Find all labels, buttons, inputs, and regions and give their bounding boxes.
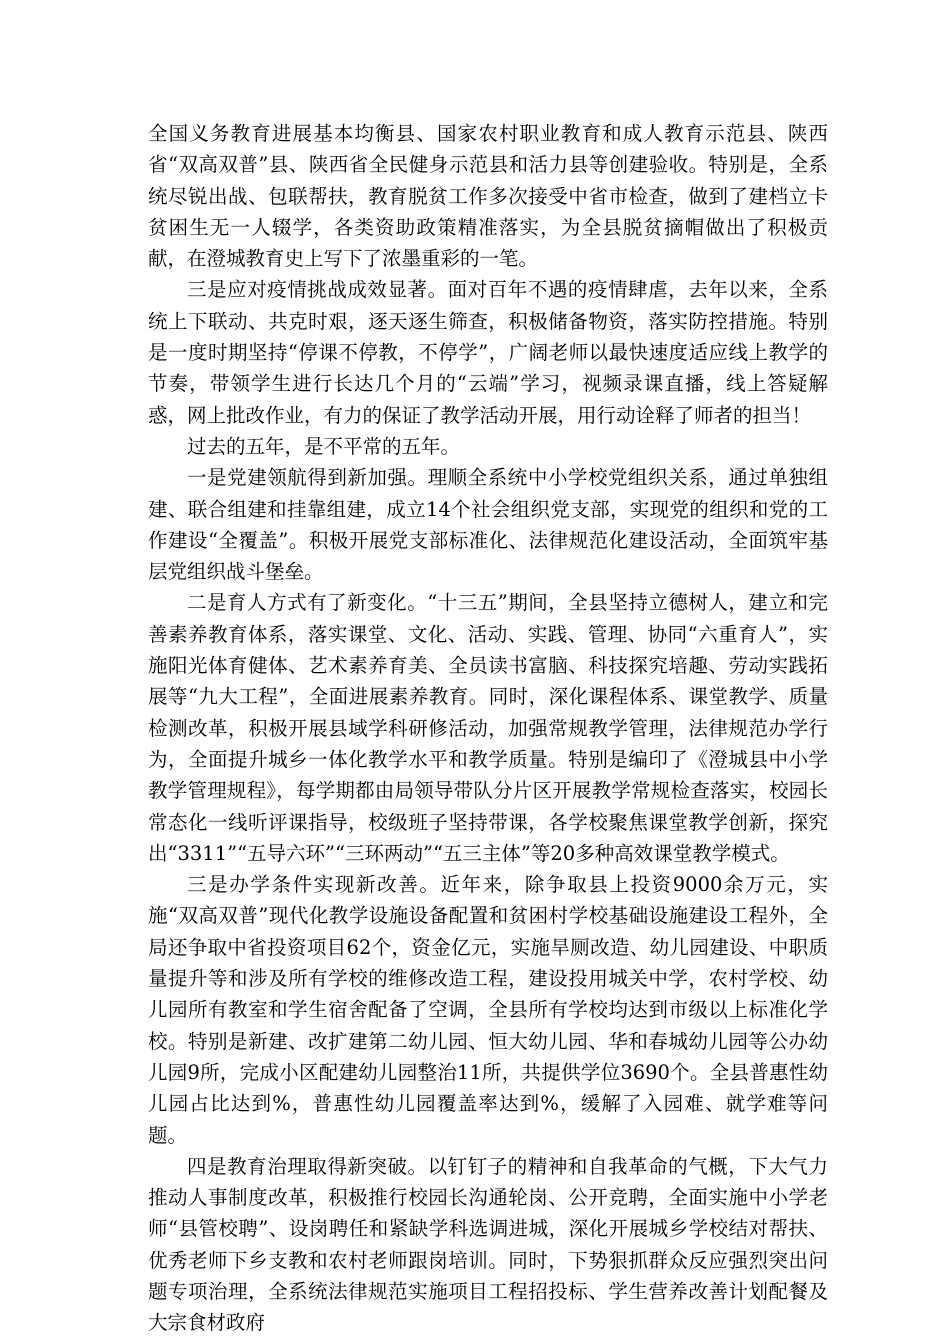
paragraph-education-governance: 四是教育治理取得新突破。以钉钉子的精神和自我革命的气概，下大气力推动人事制度改革，积极推行校园长沟通轮岗、公开竞聘，全面实施中小学老师“县管校聘”、设岗聘任和紧缺学科选调进城，深化开展城乡学校结对帮扶、优秀老师下乡支教和农村老师跟岗培训。同时，下势狠抓群众反应强烈突出问题专项治理，全系统法律规范实施项目工程招投标、学生营养改善计划配餐及大宗食材政府 <box>148 1154 828 1335</box>
paragraph-continuation: 全国义务教育进展基本均衡县、国家农村职业教育和成人教育示范县、陕西省“双高双普”县、陕西省全民健身示范县和活力县等创建验收。特别是，全系统尽锐出战、包联帮扶，教育脱贫工作多次接受中省市检查，做到了建档立卡贫困生无一人辍学，各类资助政策精准落实，为全县脱贫摘帽做出了积极贡献，在澄城教育史上写下了浓墨重彩的一笔。 <box>148 122 828 271</box>
paragraph-education-methods: 二是育人方式有了新变化。“十三五”期间，全县坚持立德树人，建立和完善素养教育体系，落实课堂、文化、活动、实践、管理、协同“六重育人”，实施阳光体育健体、艺术素养育美、全员读书富脑、科技探究培趣、劳动实践拓展等“九大工程”，全面进展素养教育。同时，深化课程体系、课堂教学、质量检测改革，积极开展县域学科研修活动，加强常规教学管理，法律规范办学行为，全面提升城乡一体化教学水平和教学质量。特别是编印了《澄城县中小学教学管理规程》，每学期都由局领导带队分片区开展教学常规检查落实，校园长常态化一线听评课指导，校级班子坚持带课，各学校聚焦课堂教学创新，探究出“3311”“五导六环”“三环两动”“五三主体”等20多种高效课堂教学模式。 <box>148 591 828 865</box>
paragraph-school-conditions: 三是办学条件实现新改善。近年来，除争取县上投资9000余万元，实施“双高双普”现代化教学设施设备配置和贫困村学校基础设施建设工程外，全局还争取中省投资项目62个，资金亿元，实施旱厕改造、幼儿园建设、中职质量提升等和涉及所有学校的维修改造工程，建设投用城关中学，农村学校、幼儿园所有教室和学生宿舍配备了空调，全县所有学校均达到市级以上标准化学校。特别是新建、改扩建第二幼儿园、恒大幼儿园、华和春城幼儿园等公办幼儿园9所，完成小区配建幼儿园整治11所，共提供学位3690个。全县普惠性幼儿园占比达到%，普惠性幼儿园覆盖率达到%，缓解了入园难、就学难等问题。 <box>148 873 828 1147</box>
paragraph-party-building: 一是党建领航得到新加强。理顺全系统中小学校党组织关系，通过单独组建、联合组建和挂靠组建，成立14个社会组织党支部，实现党的组织和党的工作建设“全覆盖”。积极开展党支部标准化、法律规范化建设活动，全面筑牢基层党组织战斗堡垒。 <box>148 466 828 584</box>
paragraph-five-years: 过去的五年，是不平常的五年。 <box>187 434 461 458</box>
document-page <box>148 118 828 1339</box>
paragraph-epidemic-response: 三是应对疫情挑战成效显著。面对百年不遇的疫情肆虐，去年以来，全系统上下联动、共克时艰，逐天逐生筛查，积极储备物资，落实防控措施。特别是一度时期坚持“停课不停教，不停学”，广阔老师以最快速度适应线上教学的节奏，带领学生进行长达几个月的“云端”学习，视频录课直播，线上答疑解惑，网上批改作业，有力的保证了教学活动开展，用行动诠释了师者的担当！ <box>148 278 828 427</box>
